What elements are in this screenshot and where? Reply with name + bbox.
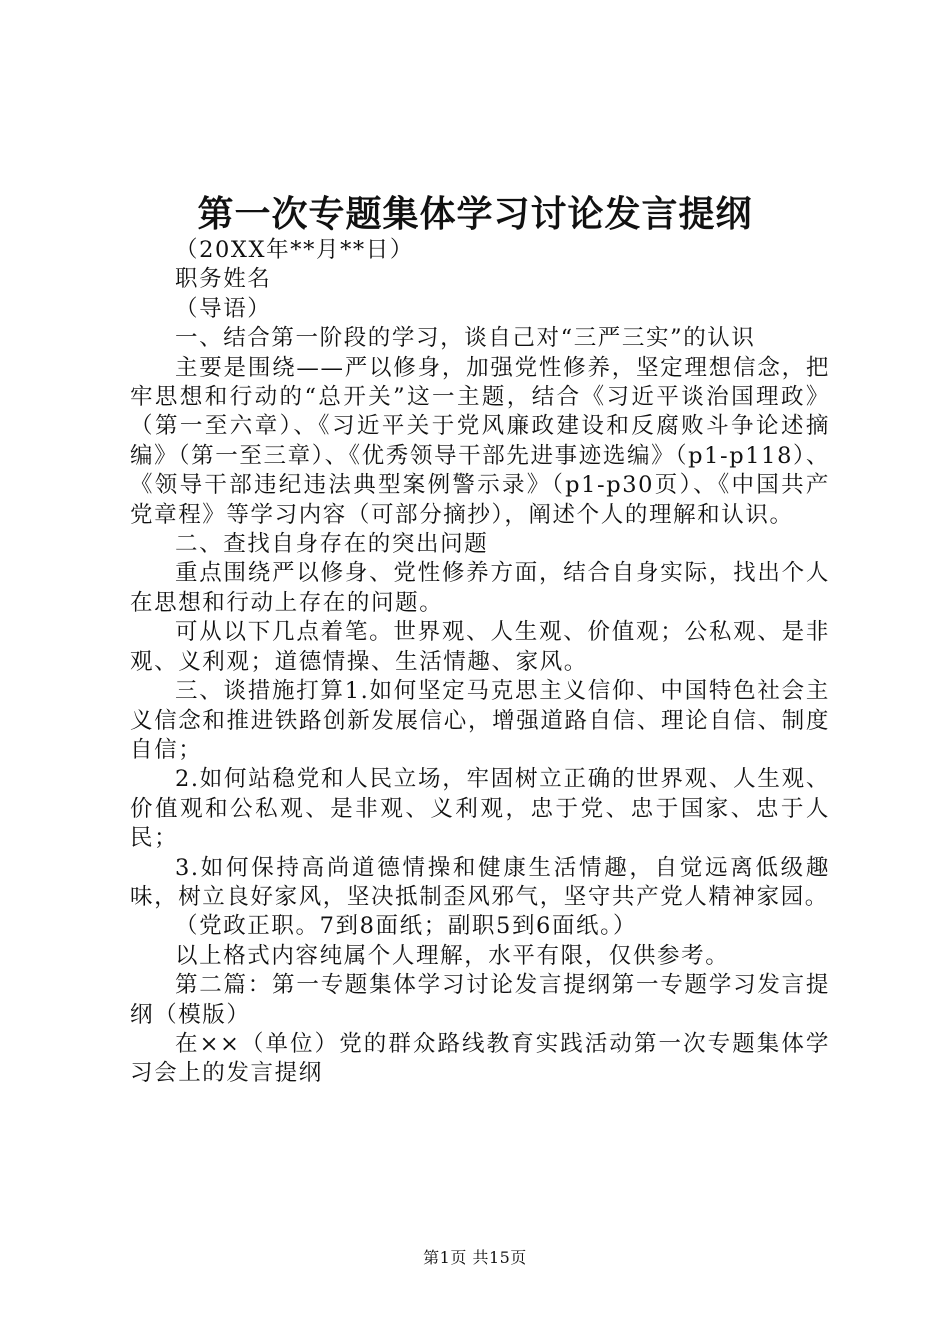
section-heading-3: 三、谈措施打算1.如何坚定马克思主义信仰、中国特色社会主义信念和推进铁路创新发展信心，增强道路自信、理论自信、制度自信； (130, 678, 830, 763)
section-body-1: 主要是围绕——严以修身，加强党性修养，坚定理想信念，把牢思想和行动的“总开关”这一主题，结合《习近平谈治国理政》（第一至六章）、《习近平关于党风廉政建设和反腐败斗争论述摘编》（第一至三章）、《优秀领导干部先进事迹选编》（p1-p118）、《领导干部违纪违法典型案例警示录》（p1-p30页）、《中国共产党章程》等学习内容（可部分摘抄），阐述个人的理解和认识。 (130, 354, 830, 528)
length-note: （党政正职。7到8面纸；副职5到6面纸。） (175, 913, 638, 940)
section-heading-1: 一、结合第一阶段的学习，谈自己对“三严三实”的认识 (175, 325, 756, 352)
intro-line: （导语） (175, 295, 272, 322)
date-line: （20XX年**月**日） (175, 237, 414, 263)
author-line: 职务姓名 (175, 266, 272, 293)
section-item-2: 2.如何站稳党和人民立场，牢固树立正确的世界观、人生观、价值观和公私观、是非观、义利观，忠于党、忠于国家、忠于人民； (130, 766, 830, 852)
disclaimer: 以上格式内容纯属个人理解，水平有限，仅供参考。 (175, 942, 730, 969)
section-body-2a: 重点围绕严以修身、党性修养方面，结合自身实际，找出个人在思想和行动上存在的问题。 (130, 560, 830, 616)
document-title: 第一次专题集体学习讨论发言提纲 (197, 193, 753, 235)
second-part-subtitle: 在××（单位）党的群众路线教育实践活动第一次专题集体学习会上的发言提纲 (130, 1030, 830, 1087)
second-part-heading: 第二篇：第一专题集体学习讨论发言提纲第一专题学习发言提纲（模版） (130, 972, 830, 1028)
page-footer: 第1页 共15页 (423, 1248, 527, 1267)
section-heading-2: 二、查找自身存在的突出问题 (175, 531, 489, 558)
section-body-2b: 可从以下几点着笔。世界观、人生观、价值观；公私观、是非观、义利观；道德情操、生活情趣、家风。 (130, 619, 830, 675)
document-body (130, 236, 830, 1089)
section-item-3: 3.如何保持高尚道德情操和健康生活情趣，自觉远离低级趣味，树立良好家风，坚决抵制歪风邪气，坚守共产党人精神家园。 (130, 854, 830, 910)
